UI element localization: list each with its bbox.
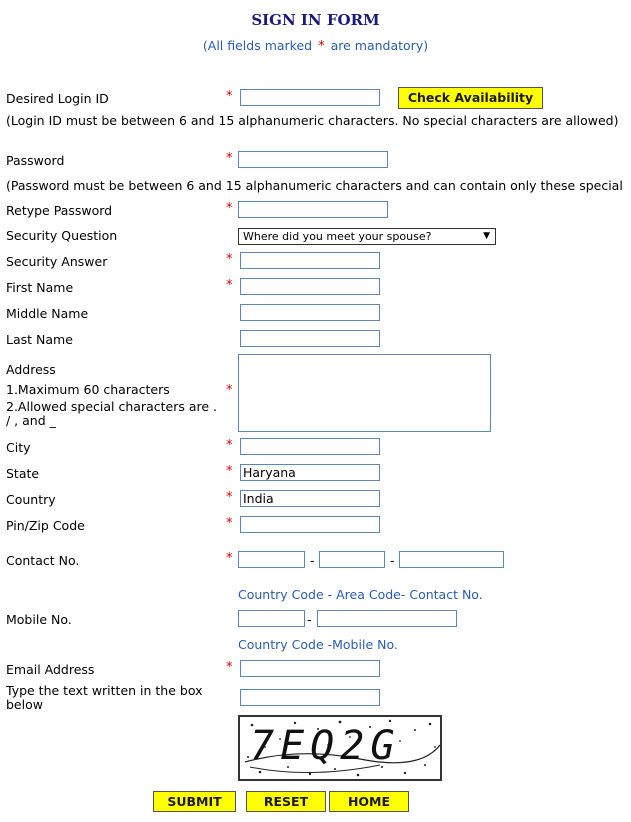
email-input[interactable] — [240, 660, 380, 677]
retype-password-input[interactable] — [238, 201, 388, 218]
chevron-down-icon[interactable]: ▼ — [483, 231, 490, 241]
mandatory-note-left: (All fields marked — [202, 38, 313, 53]
address-textarea[interactable] — [238, 354, 491, 432]
middle-name-input[interactable] — [240, 304, 380, 321]
required-star: * — [226, 252, 233, 267]
mobile-hint-number: Mobile No. — [332, 637, 398, 652]
contact-area-code-input[interactable] — [319, 551, 385, 568]
last-name-label: Last Name — [6, 332, 73, 347]
submit-button[interactable]: SUBMIT — [153, 791, 236, 812]
mobile-label: Mobile No. — [6, 612, 72, 627]
first-name-input[interactable] — [240, 278, 380, 295]
required-star: * — [226, 464, 233, 479]
mobile-hint: Country Code -Mobile No. — [238, 637, 398, 652]
mandatory-note-right: are mandatory) — [330, 38, 429, 53]
required-star: * — [226, 201, 233, 216]
dash-separator: - — [390, 553, 395, 568]
contact-hint-area: Area Code — [336, 587, 401, 602]
login-id-label: Desired Login ID — [6, 91, 109, 106]
reset-button[interactable]: RESET — [246, 791, 326, 812]
address-hint-max: 1.Maximum 60 characters — [6, 382, 170, 397]
country-input[interactable] — [240, 490, 380, 507]
page-title: SIGN IN FORM — [251, 11, 380, 29]
pin-label: Pin/Zip Code — [6, 518, 85, 533]
address-label: Address — [6, 362, 56, 377]
required-star: * — [226, 551, 233, 566]
pin-input[interactable] — [240, 516, 380, 533]
password-note: (Password must be between 6 and 15 alphanumeric characters and can contain only these special — [6, 178, 623, 193]
required-star: * — [226, 383, 233, 398]
contact-hint-country: Country Code — [238, 587, 324, 602]
password-input[interactable] — [238, 151, 388, 168]
dash-separator: - — [307, 612, 312, 627]
login-id-input[interactable] — [240, 89, 380, 106]
security-question-value: Where did you meet your spouse? — [243, 230, 432, 243]
email-label: Email Address — [6, 662, 95, 677]
state-label: State — [6, 466, 40, 481]
mobile-country-code-input[interactable] — [238, 610, 305, 627]
password-label: Password — [6, 153, 65, 168]
captcha-image — [238, 715, 442, 781]
dash-separator: - — [310, 553, 315, 568]
captcha-text: 7EQ2G — [250, 723, 401, 769]
state-input[interactable] — [240, 464, 380, 481]
contact-hint-number: Contact No. — [409, 587, 483, 602]
security-answer-label: Security Answer — [6, 254, 108, 269]
first-name-label: First Name — [6, 280, 74, 295]
required-star: * — [226, 660, 233, 675]
mobile-number-input[interactable] — [317, 610, 457, 627]
captcha-label: Type the text written in the box below — [6, 683, 203, 712]
mandatory-star: * — [318, 39, 325, 54]
address-hint-special: 2.Allowed special characters are . / , and _ — [6, 399, 217, 428]
required-star: * — [226, 516, 233, 531]
login-id-note: (Login ID must be between 6 and 15 alphanumeric characters. No special characters are allowed) — [6, 113, 619, 128]
security-question-label: Security Question — [6, 228, 118, 243]
home-button[interactable]: HOME — [329, 791, 409, 812]
contact-country-code-input[interactable] — [238, 551, 305, 568]
contact-number-input[interactable] — [399, 551, 504, 568]
required-star: * — [226, 151, 233, 166]
check-availability-button[interactable]: Check Availability — [398, 87, 543, 109]
security-question-select[interactable] — [238, 228, 496, 245]
last-name-input[interactable] — [240, 330, 380, 347]
retype-password-label: Retype Password — [6, 203, 113, 218]
contact-label: Contact No. — [6, 553, 80, 568]
required-star: * — [226, 438, 233, 453]
required-star: * — [226, 278, 233, 293]
middle-name-label: Middle Name — [6, 306, 89, 321]
mandatory-note — [0, 38, 631, 54]
contact-hint: Country Code - Area Code- Contact No. — [238, 587, 483, 602]
mobile-hint-country: Country Code — [238, 637, 324, 652]
required-star: * — [226, 89, 233, 104]
city-input[interactable] — [240, 438, 380, 455]
captcha-input[interactable] — [240, 689, 380, 706]
city-label: City — [6, 440, 31, 455]
country-label: Country — [6, 492, 56, 507]
required-star: * — [226, 490, 233, 505]
security-answer-input[interactable] — [240, 252, 380, 269]
